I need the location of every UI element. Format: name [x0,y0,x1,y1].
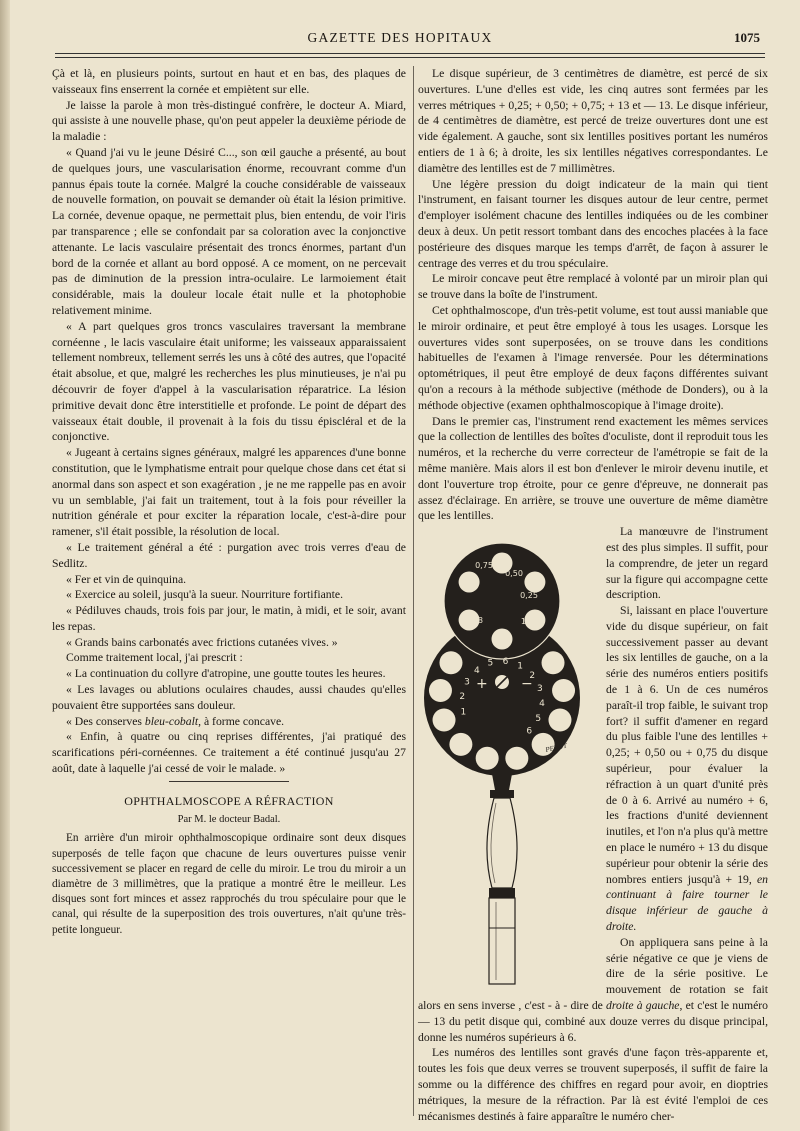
disc-label: 0,25 [520,591,538,601]
disc-label: 3 [464,677,470,688]
disc-label: 1 [460,707,467,718]
disc-label: 4 [473,666,480,677]
lens-aperture [433,709,456,732]
paragraph: La manœuvre de l'instrument est des plus simples. Il suffit, pour la comprendre, de jeter un regard sur la figure qui accompagne cette description. [606,525,768,602]
disc-label: 2 [459,692,466,703]
disc-label: 13 [472,616,484,626]
paragraph: En arrière d'un miroir ophthalmoscopique ordinaire sont deux disques superposés de telle façon que chacune de leurs ouvertures puisse venir successivement se placer en regard de celle du miroir. Le trou du miroir a un diamètre de 3 millimètres, que la pratique a montré être le meilleur. Les disques sont fort minces et assez rapprochés du trou spéculaire pour que le canal, qui résulte de la superposition des trois ouvertures, n'ait qu'une très-petite longueur. [52,832,406,936]
paragraph: « A part quelques gros troncs vasculaires traversant la membrane cornéenne , le lacis vasculaire était uniforme; les vaisseaux apparaissaient tellement nombreux, tellement serrés les uns à côté des autres, que l'opacité était absolue, et que, malgré les recherches les plus minutieuses, je n'ai pu découvrir de foyer d'appel à la vascularisation réparatrice. La lésion primitive devait donc être interstitielle et profonde. Le point de départ des vaisseaux était double, il provenait à la fois du tissu épiscléral et de la conjonctive. [52,319,406,444]
ophthalmoscope-figure [418,528,598,990]
paragraph: Çà et là, en plusieurs points, surtout en haut et en bas, des plaques de vaisseaux fins enserrent la cornée et empiètent sur elle. [52,67,406,96]
paragraph: Le miroir concave peut être remplacé à volonté par un miroir plan qui se trouve dans la boîte de l'instrument. [418,272,768,302]
lens-aperture [492,629,513,650]
paragraph: « La continuation du collyre d'atropine, une goutte toutes les heures. [66,667,386,681]
disc-label: 3 [536,684,543,695]
italic-text: bleu-cobalt [144,714,199,728]
lens-aperture [449,733,472,756]
engraver-signature: PEROT [544,741,568,755]
paragraph: Comme traitement local, j'ai prescrit : [66,651,243,665]
article-body [52,831,406,937]
paragraph: « Exercice au soleil, jusqu'à la sueur. Nourriture fortifiante. [66,588,343,602]
section-separator [169,781,289,782]
lens-aperture [552,679,575,702]
header-rule [55,53,765,54]
page-edge [0,0,10,1131]
lens-aperture [524,572,545,593]
text-run: On appliquera sans peine à la série négative ce que je viens de dire de la série positive. Le mouvement de rotation se fait alors en sens inverse , c'est - à - dire de [418,935,768,1013]
disc-label: 4 [539,699,545,710]
handle-ring [489,888,515,898]
header-rule [55,57,765,58]
paragraph: « Les lavages ou ablutions oculaires chaudes, aussi chaudes qu'elles pouvaient être supportées sans douleur. [52,683,406,712]
paragraph [52,714,406,730]
disc-label: 0,50 [505,569,523,579]
handle-neck [492,774,512,790]
italic-text: en continuant à faire tourner le disque inférieur de gauche à droite. [606,872,768,934]
paragraph: Cet ophthalmoscope, d'un très-petit volume, est tout aussi maniable que le miroir ordinaire, et peut être employé à tous les usages. Lorsque les ouvertures vides sont superposées, on se trouve dans les conditions habituelles de l'examen à l'image renversée. Pour les déterminations optométriques, il peut être employé de deux façons différentes suivant qu'on a recours à la méthode subjective (méthode de Donders), ou à la méthode objective (examen ophthalmoscopique à l'image droite). [418,303,768,412]
article-heading [52,794,406,828]
paragraph: « Fer et vin de quinquina. [66,572,187,586]
lens-aperture [429,679,452,702]
ophthalmoscope-illustration [418,528,598,990]
paragraph: Je laisse la parole à mon très-distingué confrère, le docteur A. Miard, qui assiste à une nouvelle phase, qu'on peut appeler la deuxième période de la maladie : [52,98,406,144]
paragraph: « Enfin, à quatre ou cinq reprises différentes, j'ai pratiqué des scarifications péri-cornéennes. Ce traitement a été continué jusqu'au 27 août, date à laquelle j'ai cessé de voir le malade. » [52,730,406,776]
paragraph: « Pédiluves chauds, trois fois par jour, le matin, à midi, et le soir, avant les repas. [52,604,406,633]
paragraph: Une légère pression du doigt indicateur de la main qui tient l'instrument, en faisant tourner les disques autour de leur centre, permet d'employer isolément chacune des lentilles indiquées ou de les combiner deux à deux. Un petit ressort tombant dans des encoches placées à la face postérieure des disques marque les temps d'arrêt, de façon à assurer le centrage des verres et du trou spéculaire. [418,177,768,270]
paragraph: « Le traitement général a été : purgation avec trois verres d'eau de Sedlitz. [52,540,406,570]
right-column [418,66,768,1124]
article-title: OPHTHALMOSCOPE A RÉFRACTION [124,793,334,808]
page-number: 1075 [734,30,760,45]
paragraph: « Jugeant à certains signes généraux, malgré les apparences d'une bonne constitution, que le lymphatisme entrait pour quelque chose dans cet état si anormal dans son aspect et son exagération , je ne me rappelle pas en avoir vu un semblable, j'ai fait un traitement, tout à la fois pour réveiller la nutrition générale et pour exciter la réparation locale, c'est-à-dire pour ramener, s'il était possible, la résolution de local. [52,446,406,539]
lens-aperture [459,572,480,593]
disc-label: 6 [502,657,509,668]
text-run: , et c'est le numéro — 13 du petit disque qui, combiné aux douze verres du disque principal, donne les numéros supérieurs à 6. [418,999,769,1044]
lens-aperture [439,651,462,674]
handle-grip [489,898,515,984]
lens-aperture [548,709,571,732]
plus-sign: + [476,676,488,693]
disc-label: 5 [535,714,542,725]
disc-label: 2 [529,670,536,681]
text-run: Si, laissant en place l'ouverture vide du disque supérieur, on fait successivement passer au devant les six lentilles de gauche, on a la série des numéros entiers positifs de 1 à 6. Un de ces numéros paraît-il trop faible, le suivant trop fort? il suffit d'amener en regard du plus faible l'une des lentilles + 0,25; + 0,50 ou + 0,75 du disque supérieur, pour évaluer la réfraction à un quart d'unité près de 0 à 6. Arrivé au numéro + 6, les fractions d'unité deviennent inutiles, et l'on n'a plus qu'à mettre en place le numéro + 13 du disque supérieur pour obtenir la série des nombres entiers jusqu'à + 19, [606,604,768,886]
page-header [40,30,760,52]
paragraph: « Grands bains carbonatés avec frictions cutanées vives. » [66,635,338,649]
column-separator [413,66,414,1116]
paragraph: Dans le premier cas, l'instrument rend exactement les mêmes services que la collection de lentilles des boîtes d'oculiste, dont il reproduit tous les numéros, et la recherche du verre correcteur de l'amétropie se fait de la même manière. Mais alors il est bon d'enlever le miroir devenu inutile, et dont l'ouverture trop étroite, pour ce genre d'épreuve, ne donnerait pas assez d'éclairage. En arrière, se trouve une ouverture de même diamètre que les lentilles. [418,414,768,523]
text-run: , à forme concave. [198,714,285,728]
disc-label: 13 [520,617,532,627]
journal-title: GAZETTE DES HOPITAUX [307,30,493,45]
disc-label: 5 [487,658,494,669]
disc-label: 1 [517,661,524,672]
article-byline: Par M. le docteur Badal. [177,813,281,825]
paragraph: Le disque supérieur, de 3 centimètres de diamètre, est percé de six ouvertures. L'une d'elles est vide, les cinq autres sont fermées par les verres métriques + 0,25; + 0,50; + 0,75; + 13 et — 13. Le disque inférieur, de 4 centimètres de diamètre, est percé de treize ouvertures dont une est vide également. A gauche, sont six lentilles positives portant les numéros entiers de 1 à 6; à droite, les six lentilles négatives correspondantes. Le diamètre des lentilles est de 7 millimètres. [418,67,768,175]
left-column [52,66,406,938]
minus-sign: − [521,676,533,693]
text-run: « Des conserves [66,714,145,728]
lens-aperture [542,651,565,674]
handle-collar [490,790,514,798]
lens-aperture [505,747,528,770]
paragraph: « Quand j'ai vu le jeune Désiré C..., son œil gauche a présenté, au bout de quelques jours, une vascularisation énorme, recouvrant comme d'un pannus épais toute la cornée. Malgré la couche considérable de vaisseaux de nouvelle formation, on pouvait se demander où était la lésion primitive. La cornée, devenue opaque, ne permettait plus, bien entendu, de voir l'iris par transparence ; elle se confondait par sa coloration avec la conjonctive attenante. Le lacis vasculaire présentait des troncs énormes, partant d'un bord de la cornée et allant au bord opposé. A ce moment, on ne percevait pas de diminution de la pression intra-oculaire. Le larmoiement était considérable, mais la douleur locale était nulle et la photophobie relativement minime. [52,145,406,317]
italic-text: droite à gauche [606,999,680,1013]
lens-aperture [476,747,499,770]
disc-label: 0,75 [475,561,493,571]
paragraph: Les numéros des lentilles sont gravés d'une façon très-apparente et, toutes les fois que deux verres se trouvent superposés, il suffit de faire la somme ou la différence des chiffres en regard pour avoir, en dioptries métriques, la mesure de la réfraction. Par là est évité l'emploi de ces mécanismes destinés à faire apparaître le numéro cher- [418,1046,768,1123]
disc-label: 6 [526,726,533,737]
